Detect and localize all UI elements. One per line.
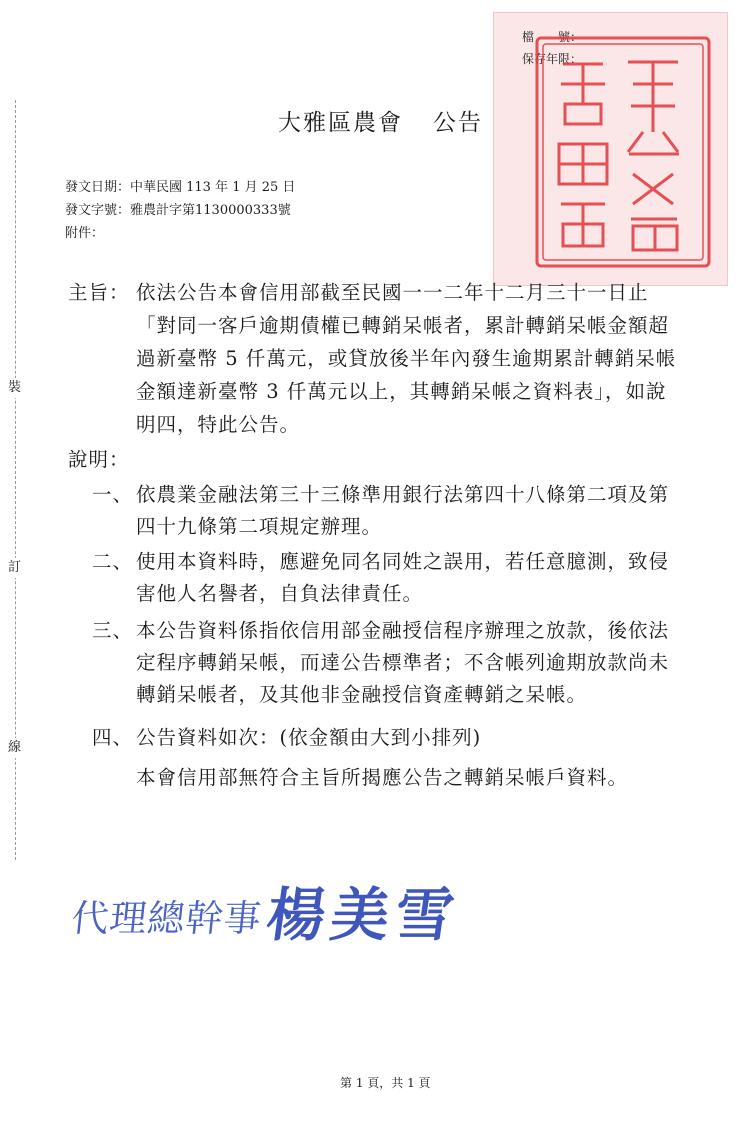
official-seal-icon: [533, 34, 713, 270]
page-number: 第 1 頁，共 1 頁: [340, 1076, 431, 1090]
item-line: 使用本資料時，應避免同名同姓之誤用，若任意臆測，致侵: [136, 550, 670, 573]
page-title: [278, 104, 483, 137]
subject-line: 金額達新臺幣 3 仟萬元以上，其轉銷呆帳之資料表」，如說: [136, 380, 667, 403]
item-line: 公告資料如次：(依金額由大到小排列): [136, 726, 482, 749]
issue-date: 發文日期：中華民國 113 年 1 月 25 日: [65, 180, 296, 195]
subject-line: 明四，特此公告。: [136, 413, 301, 436]
item-line: 本公告資料係指依信用部金融授信程序辦理之放款，後依法: [136, 619, 670, 642]
subject-line: 依法公告本會信用部截至民國一一二年十二月三十一日止: [136, 281, 649, 304]
item-line: 依農業金融法第三十三條準用銀行法第四十八條第二項及第: [136, 483, 670, 506]
signatory-name-stamp: 楊美雪: [262, 881, 465, 949]
issuing-organization: 大雅區農會: [278, 110, 403, 136]
item-line: 四十九條第二項規定辦理。: [136, 515, 383, 538]
item-line: 本會信用部無符合主旨所揭應公告之轉銷呆帳戶資料。: [136, 766, 629, 789]
item-number: 四、: [92, 726, 134, 749]
binding-mark-zhuang: 裝: [8, 378, 21, 398]
item-number: 三、: [92, 619, 134, 642]
subject-line: 「對同一客戶逾期債權已轉銷呆帳者，累計轉銷呆帳金額超: [136, 314, 670, 337]
subject-line: 過新臺幣 5 仟萬元，或貸放後半年內發生逾期累計轉銷呆帳: [136, 347, 677, 370]
file-number-label: 檔 號：: [522, 30, 583, 44]
item-line: 定程序轉銷呆帳，而達公告標準者；不含帳列逾期放款尚未: [136, 651, 670, 674]
document-type: 公告: [433, 110, 483, 136]
binding-mark-xian: 線: [8, 738, 21, 758]
item-line: 轉銷呆帳者，及其他非金融授信資產轉銷之呆帳。: [136, 683, 588, 706]
explanation-label: 說明：: [68, 448, 130, 471]
subject-label: 主旨：: [68, 281, 130, 304]
item-number: 二、: [92, 550, 134, 573]
document-number: 發文字號：雅農計字第1130000333號: [65, 203, 291, 218]
signatory-title: 代理總幹事: [69, 897, 264, 940]
retention-period-label: 保存年限：: [522, 52, 583, 66]
item-number: 一、: [92, 483, 134, 506]
binding-mark-ding: 訂: [8, 558, 21, 578]
attachment-label: 附件：: [65, 226, 105, 241]
item-line: 害他人名譽者，自負法律責任。: [136, 582, 424, 605]
